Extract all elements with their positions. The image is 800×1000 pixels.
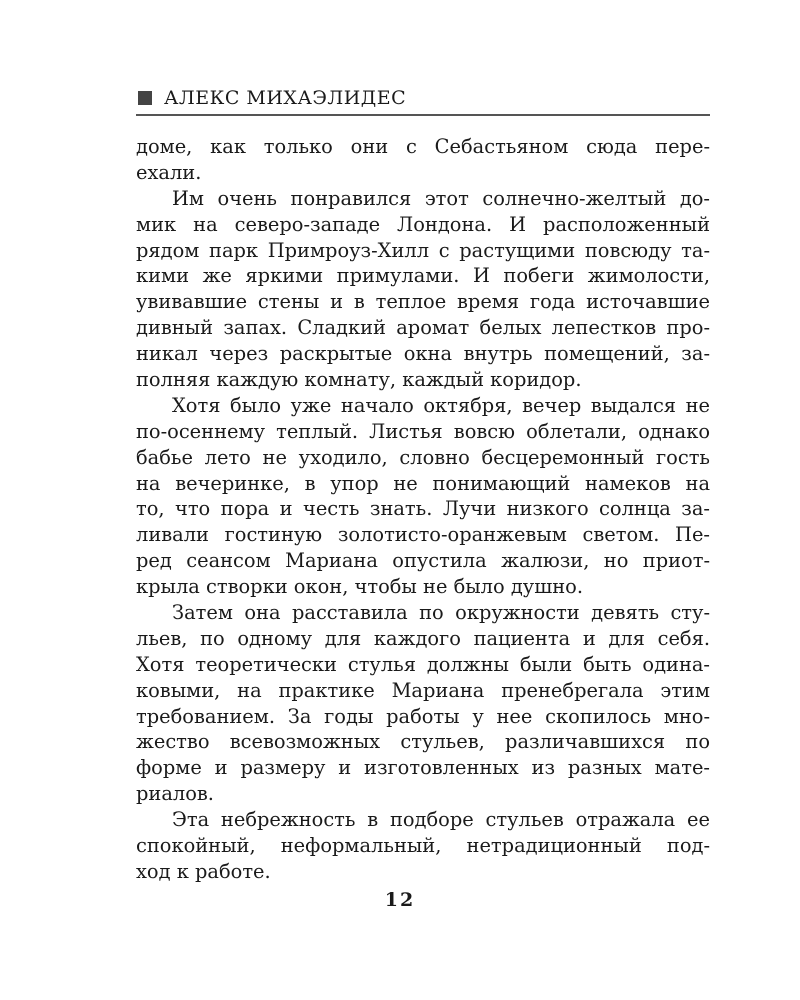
- text-line: ред сеансом Мариана опустила жалюзи, но приот-: [136, 549, 710, 573]
- text-line: бабье лето не уходило, словно бесцеремонный гость: [136, 445, 710, 469]
- paragraph: [136, 600, 710, 807]
- text-line: полняя каждую комнату, каждый коридор.: [136, 368, 582, 392]
- text-line: ковыми, на практике Мариана пренебрегала этим: [136, 678, 710, 702]
- text-line: по-осеннему теплый. Листья вовсю облетали, однако: [136, 419, 710, 443]
- text-line: доме, как только они с Себастьяном сюда пере-: [136, 135, 710, 158]
- filled-square-icon: [138, 91, 152, 105]
- text-line: кими же яркими примулами. И побеги жимолости,: [136, 264, 710, 288]
- text-line: форме и размеру и изготовленных из разных мате-: [136, 756, 710, 780]
- paragraph: [136, 134, 710, 186]
- text-line: ход к работе.: [136, 859, 271, 883]
- text-line: Затем она расставила по окружности девять сту-: [172, 601, 710, 625]
- paragraph: [136, 807, 710, 885]
- text-line: увивавшие стены и в теплое время года источавшие: [136, 290, 710, 314]
- text-line: жество всевозможных стульев, различавшихся по: [136, 730, 710, 754]
- page-number: 12: [384, 889, 416, 911]
- book-page: [136, 84, 710, 885]
- text-line: мик на северо-западе Лондона. И расположенный: [136, 212, 710, 236]
- text-line: на вечеринке, в упор не понимающий намеков на: [136, 471, 710, 495]
- text-line: крыла створки окон, чтобы не было душно.: [136, 575, 583, 599]
- text-line: Эта небрежность в подборе стульев отражала ее: [172, 808, 710, 832]
- text-line: спокойный, неформальный, нетрадиционный под-: [136, 834, 710, 858]
- text-line: ливали гостиную золотисто-оранжевым светом. Пе-: [136, 523, 710, 547]
- text-line: то, что пора и честь знать. Лучи низкого солнца за-: [136, 497, 710, 521]
- text-line: льев, по одному для каждого пациента и для себя.: [136, 626, 710, 650]
- paragraph: [136, 393, 710, 600]
- text-line: дивный запах. Сладкий аромат белых лепестков про-: [136, 316, 710, 340]
- running-header: [136, 84, 710, 116]
- text-line: риалов.: [136, 782, 214, 806]
- header-author-name: АЛЕКС МИХАЭЛИДЕС: [164, 87, 407, 109]
- text-line: никал через раскрытые окна внутрь помещений, за-: [136, 342, 710, 366]
- text-line: рядом парк Примроуз-Хилл с растущими повсюду та-: [136, 238, 710, 262]
- paragraph: [136, 186, 710, 393]
- text-line: Им очень понравился этот солнечно-желтый до-: [172, 186, 710, 210]
- body-text: [136, 134, 710, 885]
- text-line: требованием. За годы работы у нее скопилось мно-: [136, 704, 710, 728]
- text-line: Хотя было уже начало октября, вечер выдался не: [172, 393, 710, 417]
- text-line: ехали.: [136, 160, 202, 184]
- text-line: Хотя теоретически стулья должны были быть одина-: [136, 652, 710, 676]
